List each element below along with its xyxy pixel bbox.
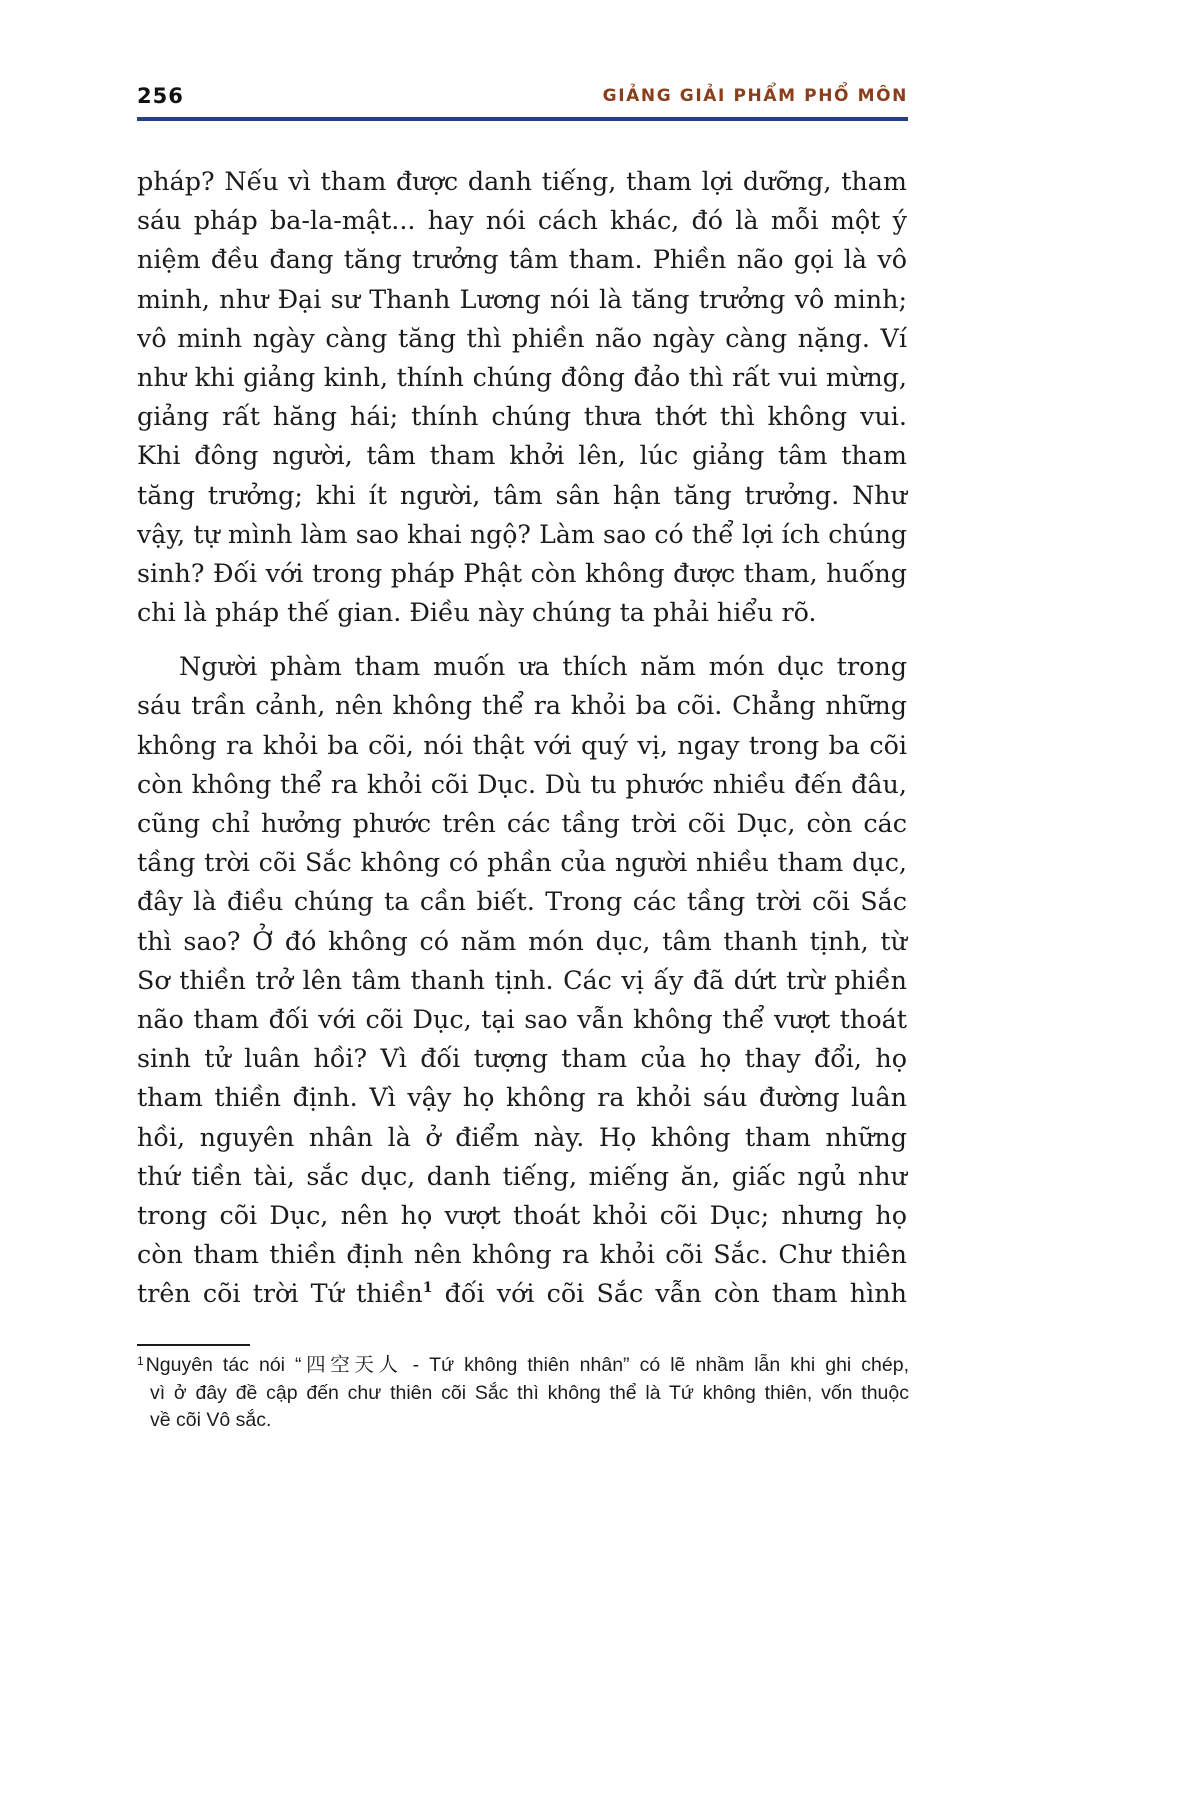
footnote-text: Nguyên tác nói “四空天人 - Tứ không thiên nhân” có lẽ nhầm lẫn khi ghi chép, [145, 1354, 909, 1376]
text-line: còn không thể ra khỏi cõi Dục. Dù tu phước nhiều đến đâu, [137, 768, 907, 799]
text-line: Khi đông người, tâm tham khởi lên, lúc giảng tâm tham [137, 440, 907, 471]
footnote-line: vì ở đây đề cập đến chư thiên cõi Sắc thì không thể là Tứ không thiên, vốn thuộc [150, 1381, 909, 1404]
text-line: không ra khỏi ba cõi, nói thật với quý vị, ngay trong ba cõi [137, 729, 907, 760]
text-line-with-footnote-ref [137, 1274, 907, 1313]
text-line: sinh? Đối với trong pháp Phật còn không được tham, huống [137, 557, 907, 588]
paragraph-2 [137, 647, 907, 1313]
text-line: minh, như Đại sư Thanh Lương nói là tăng trưởng vô minh; [137, 283, 907, 314]
text-line: thì sao? Ở đó không có năm món dục, tâm thanh tịnh, từ [137, 925, 907, 956]
text-line: giảng rất hăng hái; thính chúng thưa thớt thì không vui. [137, 401, 907, 432]
text-line: đây là điều chúng ta cần biết. Trong các tầng trời cõi Sắc [137, 886, 907, 917]
footnote-separator [137, 1344, 250, 1346]
page-number: 256 [137, 84, 184, 108]
text-line: pháp? Nếu vì tham được danh tiếng, tham lợi dưỡng, tham [137, 166, 907, 196]
text-line: thứ tiền tài, sắc dục, danh tiếng, miếng ăn, giấc ngủ như [137, 1160, 907, 1191]
text-line: tham thiền định. Vì vậy họ không ra khỏi sáu đường luân [137, 1082, 907, 1113]
body-text [137, 162, 907, 1313]
text-line: tầng trời cõi Sắc không có phần của người nhiều tham dục, [137, 847, 907, 878]
book-title: GIẢNG GIẢI PHẨM PHỔ MÔN [602, 86, 908, 106]
text-line: niệm đều đang tăng trưởng tâm tham. Phiền não gọi là vô [137, 244, 907, 275]
text-line: cũng chỉ hưởng phước trên các tầng trời cõi Dục, còn các [137, 808, 907, 838]
text-line: Sơ thiền trở lên tâm thanh tịnh. Các vị ấy đã dứt trừ phiền [137, 964, 907, 995]
running-head [137, 84, 908, 114]
text-segment: đối với cõi Sắc vẫn còn tham hình [432, 1278, 907, 1309]
text-line: Người phàm tham muốn ưa thích năm món dục trong [179, 651, 907, 682]
text-line: vậy, tự mình làm sao khai ngộ? Làm sao có thể lợi ích chúng [137, 519, 907, 549]
header-rule [137, 117, 908, 121]
text-line: sinh tử luân hồi? Vì đối tượng tham của họ thay đổi, họ [137, 1043, 907, 1074]
paragraph-1 [137, 162, 907, 632]
footnote-line: về cõi Vô sắc. [150, 1409, 272, 1431]
footnote-reference[interactable]: 1 [422, 1280, 433, 1297]
text-line: sáu trần cảnh, nên không thể ra khỏi ba cõi. Chẳng những [137, 690, 907, 721]
text-line: còn tham thiền định nên không ra khỏi cõi Sắc. Chư thiên [137, 1239, 907, 1270]
text-line: não tham đối với cõi Dục, tại sao vẫn không thể vượt thoát [137, 1003, 907, 1034]
text-segment: trên cõi trời Tứ thiền [137, 1278, 423, 1309]
text-line: chi là pháp thế gian. Điều này chúng ta phải hiểu rõ. [137, 597, 817, 628]
text-line: tăng trưởng; khi ít người, tâm sân hận tăng trưởng. Như [137, 479, 907, 510]
footnotes [137, 1352, 909, 1435]
text-line: vô minh ngày càng tăng thì phiền não ngày càng nặng. Ví [137, 322, 907, 353]
text-line: hồi, nguyên nhân là ở điểm này. Họ không tham những [137, 1121, 907, 1152]
text-line: trong cõi Dục, nên họ vượt thoát khỏi cõi Dục; nhưng họ [137, 1199, 907, 1230]
text-line: sáu pháp ba-la-mật... hay nói cách khác, đó là mỗi một ý [137, 205, 907, 236]
footnote-mark: 1 [137, 1354, 144, 1368]
text-line: như khi giảng kinh, thính chúng đông đảo thì rất vui mừng, [137, 361, 907, 392]
paragraph-gap [137, 632, 907, 647]
footnote-line [137, 1352, 909, 1380]
